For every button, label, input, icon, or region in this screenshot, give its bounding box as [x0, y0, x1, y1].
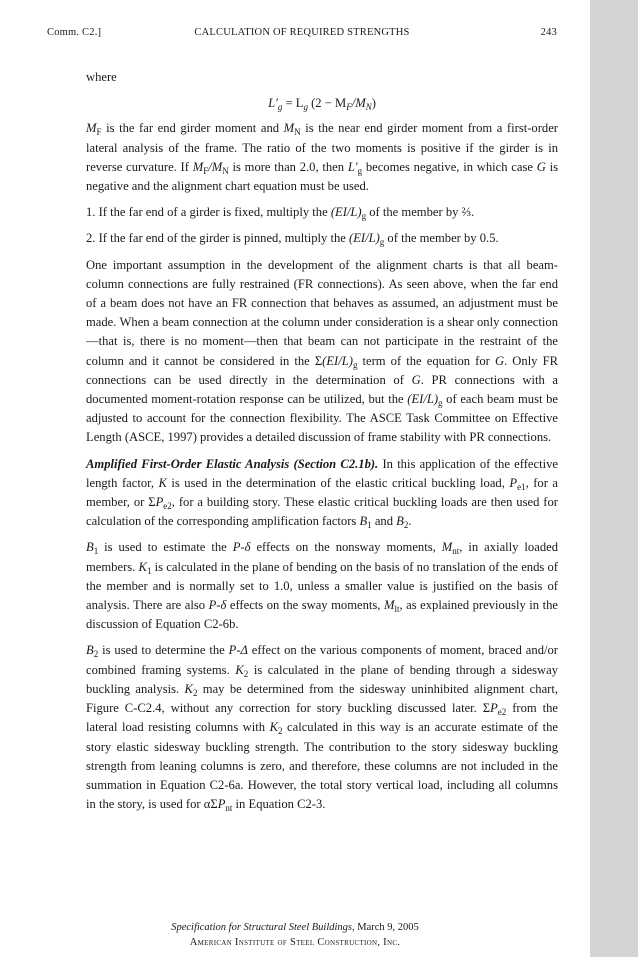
footer-publisher: American Institute of Steel Construction, Inc. — [189, 937, 401, 948]
text-run: In this application of the effective length factor, — [86, 456, 558, 490]
sym: P-Δ — [228, 643, 248, 658]
sym-sub: 1 — [93, 546, 99, 557]
sym: M — [383, 598, 395, 613]
text-run: in Equation C2-3. — [232, 797, 326, 812]
sym-sub: g — [357, 165, 363, 176]
sym: (EI/L) — [349, 231, 380, 246]
eq-sub: g — [277, 102, 283, 113]
footer-date: March 9, 2005 — [354, 922, 419, 933]
sym: P-δ — [208, 598, 227, 613]
sym-sub: g — [361, 211, 367, 222]
sym-sub: 2 — [192, 687, 198, 698]
paragraph-b1 — [86, 538, 558, 634]
text-run: of the member by 0.5. — [384, 231, 499, 246]
text-run: is calculated in the plane of bending on the basis of no translation of the ends of the member and is normally set to 1.0, unless a smaller value is justified on the basis of analysis. There are also — [86, 559, 558, 613]
sym-sub: e2 — [497, 707, 507, 718]
paragraph-b2 — [86, 641, 558, 814]
text-run: . PR connections with a documented moment-rotation response can be utilized, but the — [86, 372, 559, 407]
text-run: is used to determine the — [98, 643, 229, 658]
sym: G — [494, 353, 505, 368]
sym-sub: nt — [452, 546, 460, 557]
list-item — [86, 203, 558, 222]
sym-sub: e1 — [517, 481, 526, 492]
sym: P — [490, 701, 498, 716]
text-run: , in axially loaded members. — [86, 540, 559, 574]
eq-lhs: L′ — [268, 96, 278, 111]
sym-sub: e2 — [163, 501, 172, 512]
sym: P — [217, 797, 226, 812]
text-run: 1. If the far end of a girder is fixed, multiply the — [86, 205, 331, 220]
sym: G — [536, 159, 546, 174]
text-run: 2. If the far end of the girder is pinned, multiply the — [86, 231, 349, 246]
sym: K — [235, 662, 244, 677]
running-header — [47, 27, 557, 43]
eq-part: (2 − M — [307, 96, 347, 111]
text-run: is more than 2.0, then — [228, 159, 348, 174]
sym: (EI/L) — [322, 353, 353, 368]
sym: P-δ — [232, 540, 251, 555]
text-run: becomes negative, in which case — [362, 159, 537, 174]
sym: (EI/L) — [407, 392, 439, 407]
sym: M — [86, 121, 97, 136]
text-run: is the far end girder moment and — [101, 121, 284, 136]
sym-sub: 2 — [403, 520, 409, 531]
text-run: One important assumption in the development of the alignment charts is that all beam-column connections are fully restrained (FR connections). As seen above, when the far end of a beam does not have an FR connection that behaves as assumed, an adjustment must be made. When a beam connection at the column under consideration is a shear only connection—that is, there is no moment—then that beam can not participate in the restraint of the column and it cannot be considered in the Σ — [86, 257, 558, 368]
sym: B — [359, 514, 368, 529]
sym-sub: nt — [225, 803, 233, 814]
sym: P — [155, 495, 164, 510]
text-run: effects on the nonsway moments, — [250, 540, 442, 555]
text-run: of each beam must be adjusted to account for the connection flexibility. The ASCE Task Committee on Effective Length (ASCE, 1997) provides a detailed discussion of frame stability with PR connections. — [86, 392, 559, 445]
sym-sub: F — [96, 127, 102, 138]
text-run: . Only FR connections can be used directly in the determination of — [86, 353, 558, 387]
where-line: where — [86, 70, 117, 84]
eq-part: ) — [371, 96, 376, 111]
page-edge-bar — [590, 0, 638, 957]
text-run: term of the equation for — [357, 353, 495, 368]
sym: L′ — [347, 159, 358, 174]
sym-sub: N — [294, 127, 301, 138]
sym-sub: lt — [394, 604, 400, 615]
footer-title: Specification for Structural Steel Buildings, — [171, 922, 355, 933]
equation-lg-prime — [86, 94, 558, 113]
sym-sub: 2 — [278, 726, 283, 737]
sym: B — [86, 540, 94, 555]
text-run: of the member by ⅔. — [366, 205, 475, 220]
paragraph-fr-connections — [86, 256, 558, 448]
sym: B — [396, 514, 404, 529]
text-run: may be determined from the sidesway uninhibited alignment chart, Figure C-C2.4, without any correction for story buckling discussed later. Σ — [86, 681, 559, 716]
text-run: is calculated in the plane of bending through a sidesway buckling analysis. — [86, 662, 558, 696]
text-run: effects on the sway moments, — [226, 598, 384, 613]
paragraph-amplified-analysis — [86, 455, 558, 532]
text-run: is used in the determination of the elastic critical buckling load, — [166, 475, 510, 490]
eq-sub: F — [346, 102, 352, 113]
text-run: , for a member, or Σ — [86, 475, 558, 510]
sym: K — [184, 681, 193, 696]
sym: P — [509, 475, 518, 490]
text-run: . — [408, 514, 412, 529]
numbered-list — [86, 203, 558, 248]
eq-sub: N — [365, 102, 372, 113]
text-run: from the lateral load resisting columns with — [86, 701, 558, 735]
text-run: effect on the various components of moment, braced and/or combined framing systems. — [86, 643, 558, 677]
body-text — [86, 68, 558, 821]
sym-sub: g — [379, 237, 385, 248]
sym-sub: 1 — [146, 565, 152, 576]
sym: M — [283, 121, 295, 136]
sym: M — [441, 540, 453, 555]
eq-part: /M — [351, 96, 366, 111]
sym: K — [158, 475, 167, 490]
eq-sub: g — [303, 102, 308, 113]
sym: /M — [208, 159, 223, 174]
text-run: , as explained previously in the discussion of Equation C2-6b. — [86, 598, 559, 632]
footer-publication — [0, 920, 590, 935]
text-run: is negative and the alignment chart equation must be used. — [86, 159, 558, 194]
text-run: and — [371, 514, 397, 529]
text-run: is used to estimate the — [98, 540, 233, 555]
sym-sub: 2 — [243, 668, 249, 679]
sym: G — [411, 372, 421, 387]
section-heading: Amplified First-Order Elastic Analysis (Section C2.1b). — [86, 456, 379, 471]
sym-sub: 1 — [367, 520, 372, 531]
text-run: is the near end girder moment from a first-order lateral analysis of the frame. The ratio of the two moments is positive if the girder is in reverse curvature. If — [86, 121, 558, 174]
sym-sub: g — [352, 359, 358, 370]
running-footer — [0, 920, 590, 950]
eq-part: = L — [285, 96, 304, 111]
sym: B — [86, 643, 94, 658]
sym-sub: F — [203, 165, 209, 176]
paragraph-moment-definitions — [86, 119, 558, 196]
sym: M — [192, 159, 204, 174]
sym-sub: 2 — [93, 649, 99, 660]
list-item — [86, 229, 558, 248]
sym: K — [269, 720, 278, 735]
text-run: calculated in this way is an accurate estimate of the story elastic sidesway buckling strength. The contribution to the story sidesway buckling strength from leaning columns is zero, and therefore, these columns are not included in the summation in Equation C2-6a. However, the total story vertical load, including all columns in the story, is used for αΣ — [86, 720, 558, 812]
header-page-number: 243 — [540, 27, 557, 38]
sym: (EI/L) — [330, 205, 362, 220]
sym-sub: N — [222, 165, 229, 176]
header-chapter-title: CALCULATION OF REQUIRED STRENGTHS — [194, 27, 410, 38]
sym: K — [138, 559, 147, 574]
header-section-ref: Comm. C2.] — [47, 27, 102, 38]
sym-sub: g — [438, 398, 443, 409]
text-run: , for a building story. These elastic critical buckling loads are then used for calculation of the corresponding amplification factors — [86, 495, 558, 529]
